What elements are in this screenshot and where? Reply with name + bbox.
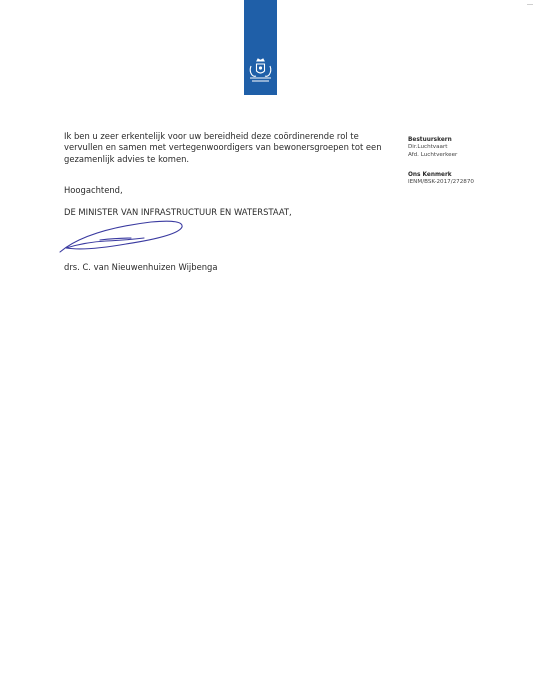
- coat-of-arms-icon: [247, 58, 274, 84]
- government-logo-band: [244, 0, 277, 95]
- handwritten-signature: [56, 216, 191, 261]
- scan-artifact: [527, 4, 533, 5]
- sidebar-line-department: Afd. Luchtverkeer: [408, 151, 458, 158]
- letter-sidebar: [408, 136, 533, 187]
- sidebar-heading-bestuurskern: Bestuurskern: [408, 137, 452, 143]
- letter-closing: Hoogachtend,: [64, 185, 123, 195]
- sidebar-line-directorate: Dir.Luchtvaart: [408, 144, 448, 150]
- sidebar-reference-number: IENM/BSK-2017/272870: [408, 179, 474, 185]
- sender-title: DE MINISTER VAN INFRASTRUCTUUR EN WATERSTAAT,: [64, 207, 292, 217]
- letter-paragraph: Ik ben u zeer erkentelijk voor uw bereidheid deze coördinerende rol te vervullen en samen met vertegenwoordigers van bewonersgroepen tot een gezamenlijk advies te komen.: [64, 131, 382, 164]
- sidebar-heading-kenmerk: Ons Kenmerk: [408, 172, 452, 178]
- sender-name: drs. C. van Nieuwenhuizen Wijbenga: [64, 262, 218, 272]
